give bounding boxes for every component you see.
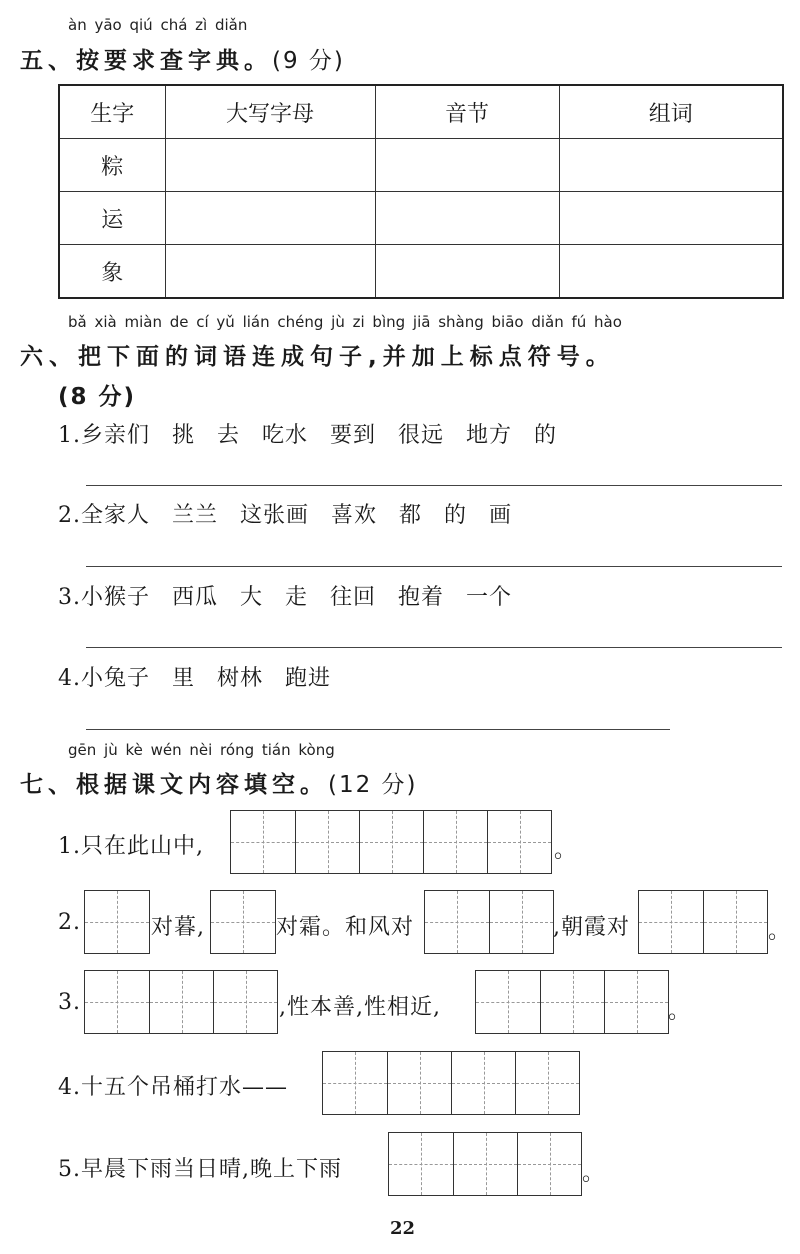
section6-title: 六、把下面的词语连成句子,并加上标点符号。 <box>20 344 615 370</box>
answer-cell[interactable] <box>375 192 559 245</box>
writing-cell[interactable] <box>423 811 487 873</box>
character-cell: 粽 <box>59 139 165 192</box>
q3-end: 。 <box>668 999 692 1024</box>
writing-cell[interactable] <box>639 891 703 953</box>
writing-cell[interactable] <box>604 971 668 1033</box>
writing-cell[interactable] <box>231 811 295 873</box>
answer-cell[interactable] <box>559 192 783 245</box>
answer-line-1[interactable] <box>86 485 782 486</box>
q2-text-a: 对暮, <box>151 915 205 940</box>
sentence-item-2: 2.全家人 兰兰 这张画 喜欢 都 的 画 <box>58 503 512 528</box>
section6-pinyin: bǎ xià miàn de cí yǔ lián chéng jù zi bìng jiā shàng biāo diǎn fú hào <box>68 313 622 331</box>
writing-cell[interactable] <box>295 811 359 873</box>
q4-prefix: 4.十五个吊桶打水—— <box>58 1075 288 1100</box>
answer-line-2[interactable] <box>86 566 782 567</box>
writing-cell[interactable] <box>389 1133 453 1195</box>
writing-cell[interactable] <box>703 891 767 953</box>
answer-cell[interactable] <box>375 245 559 299</box>
table-row <box>59 139 783 192</box>
answer-cell[interactable] <box>165 139 375 192</box>
q2-end: 。 <box>768 919 792 944</box>
writing-cell[interactable] <box>453 1133 517 1195</box>
section5-score: (9 分) <box>272 48 345 74</box>
writing-cell[interactable] <box>387 1052 451 1114</box>
writing-cell[interactable] <box>487 811 551 873</box>
q1-end: 。 <box>554 838 578 863</box>
q3-grid-b[interactable] <box>475 970 669 1034</box>
writing-cell[interactable] <box>359 811 423 873</box>
writing-cell[interactable] <box>85 971 149 1033</box>
q5-writing-grid[interactable] <box>388 1132 582 1196</box>
q5-prefix: 5.早晨下雨当日晴,晚上下雨 <box>58 1157 342 1182</box>
section7-title: 七、根据课文内容填空。 <box>20 772 328 798</box>
dictionary-table <box>58 84 784 299</box>
page-number: 22 <box>390 1218 416 1239</box>
answer-cell[interactable] <box>559 139 783 192</box>
writing-cell[interactable] <box>451 1052 515 1114</box>
q2-grid-d[interactable] <box>638 890 768 954</box>
q3-grid-a[interactable] <box>84 970 278 1034</box>
q5-end: 。 <box>582 1161 606 1186</box>
character-cell: 运 <box>59 192 165 245</box>
answer-cell[interactable] <box>559 245 783 299</box>
q4-writing-grid[interactable] <box>322 1051 580 1115</box>
q3-number: 3. <box>58 990 81 1015</box>
section6-score: (8 分) <box>58 384 137 410</box>
q2-text-b: 对霜。和风对 <box>276 915 415 940</box>
character-cell: 象 <box>59 245 165 299</box>
writing-cell[interactable] <box>85 891 149 953</box>
sentence-item-3: 3.小猴子 西瓜 大 走 往回 抱着 一个 <box>58 585 512 610</box>
q2-text-c: ,朝霞对 <box>553 915 630 940</box>
table-header-cell: 组词 <box>559 85 783 139</box>
writing-cell[interactable] <box>213 971 277 1033</box>
q1-prefix: 1.只在此山中, <box>58 834 204 859</box>
q2-number: 2. <box>58 910 81 935</box>
answer-line-3[interactable] <box>86 647 782 648</box>
answer-cell[interactable] <box>165 192 375 245</box>
writing-cell[interactable] <box>540 971 604 1033</box>
answer-cell[interactable] <box>375 139 559 192</box>
sentence-item-1: 1.乡亲们 挑 去 吃水 要到 很远 地方 的 <box>58 423 557 448</box>
writing-cell[interactable] <box>489 891 553 953</box>
q3-text-a: ,性本善,性相近, <box>279 995 441 1020</box>
q2-grid-a[interactable] <box>84 890 150 954</box>
section5-pinyin: àn yāo qiú chá zì diǎn <box>68 16 248 34</box>
q2-grid-c[interactable] <box>424 890 554 954</box>
answer-line-4[interactable] <box>86 729 670 730</box>
table-header-row <box>59 85 783 139</box>
q2-grid-b[interactable] <box>210 890 276 954</box>
writing-cell[interactable] <box>515 1052 579 1114</box>
writing-cell[interactable] <box>517 1133 581 1195</box>
section7-score: (12 分) <box>328 772 418 798</box>
writing-cell[interactable] <box>149 971 213 1033</box>
table-header-cell: 生字 <box>59 85 165 139</box>
table-header-cell: 音节 <box>375 85 559 139</box>
section5-heading <box>20 42 345 75</box>
writing-cell[interactable] <box>323 1052 387 1114</box>
section7-heading <box>20 766 418 799</box>
writing-cell[interactable] <box>211 891 275 953</box>
section5-title: 五、按要求查字典。 <box>20 48 272 74</box>
answer-cell[interactable] <box>165 245 375 299</box>
section7-pinyin: gēn jù kè wén nèi róng tián kòng <box>68 741 335 759</box>
q1-writing-grid[interactable] <box>230 810 552 874</box>
sentence-item-4: 4.小兔子 里 树林 跑进 <box>58 666 331 691</box>
writing-cell[interactable] <box>425 891 489 953</box>
table-header-cell: 大写字母 <box>165 85 375 139</box>
table-row <box>59 192 783 245</box>
table-row <box>59 245 783 299</box>
writing-cell[interactable] <box>476 971 540 1033</box>
